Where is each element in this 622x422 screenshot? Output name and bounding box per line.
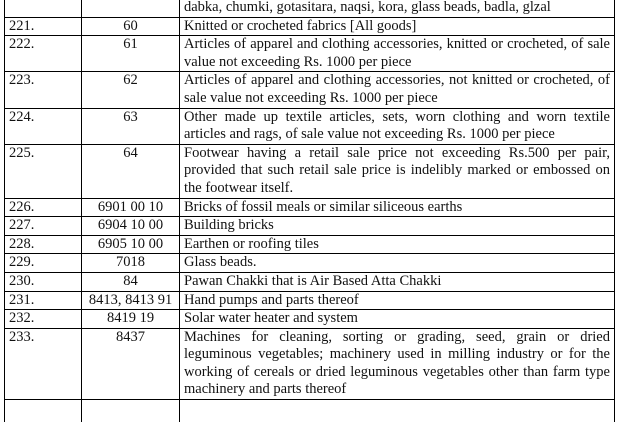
code-cell xyxy=(82,400,180,422)
table-row xyxy=(5,235,615,254)
code-cell: 61 xyxy=(82,36,180,72)
code-cell: 8419 19 xyxy=(82,310,180,329)
table-row xyxy=(5,328,615,399)
serial-number-cell: 230. xyxy=(5,272,82,291)
table-row xyxy=(5,108,615,144)
code-cell xyxy=(82,0,180,17)
description-cell: Footwear having a retail sale price not exceeding Rs.500 per pair, provided that such retail sale price is indelibly marked or embossed on the footwear itself. xyxy=(180,144,615,198)
serial-number-cell: 225. xyxy=(5,144,82,198)
serial-number-cell: 226. xyxy=(5,198,82,217)
serial-number-cell: 221. xyxy=(5,17,82,36)
description-cell: Glass beads. xyxy=(180,254,615,273)
serial-number-cell xyxy=(5,400,82,422)
serial-number-cell: 232. xyxy=(5,310,82,329)
table-row xyxy=(5,144,615,198)
serial-number-cell xyxy=(5,0,82,17)
tariff-table-body xyxy=(5,0,615,422)
table-row xyxy=(5,36,615,72)
code-cell: 62 xyxy=(82,72,180,108)
description-cell: Other made up textile articles, sets, worn clothing and worn textile articles and rags, of sale value not exceeding Rs. 1000 per piece xyxy=(180,108,615,144)
description-cell: Earthen or roofing tiles xyxy=(180,235,615,254)
serial-number-cell: 222. xyxy=(5,36,82,72)
code-cell: 6901 00 10 xyxy=(82,198,180,217)
table-row xyxy=(5,17,615,36)
description-cell: Building bricks xyxy=(180,217,615,236)
serial-number-cell: 231. xyxy=(5,291,82,310)
table-row xyxy=(5,272,615,291)
table-row xyxy=(5,72,615,108)
description-cell: Machines for cleaning, sorting or grading, seed, grain or dried leguminous vegetables; machinery used in milling industry or for the working of cereals or dried leguminous vegetables other than farm type machinery and parts thereof xyxy=(180,328,615,399)
code-cell: 60 xyxy=(82,17,180,36)
table-row xyxy=(5,217,615,236)
serial-number-cell: 223. xyxy=(5,72,82,108)
table-row xyxy=(5,291,615,310)
description-cell: Hand pumps and parts thereof xyxy=(180,291,615,310)
serial-number-cell: 228. xyxy=(5,235,82,254)
table-row-continuation xyxy=(5,400,615,422)
description-cell: Bricks of fossil meals or similar siliceous earths xyxy=(180,198,615,217)
code-cell: 64 xyxy=(82,144,180,198)
serial-number-cell: 224. xyxy=(5,108,82,144)
serial-number-cell: 233. xyxy=(5,328,82,399)
description-cell: dabka, chumki, gotasitara, naqsi, kora, glass beads, badla, glzal xyxy=(180,0,615,17)
description-cell xyxy=(180,400,615,422)
code-cell: 63 xyxy=(82,108,180,144)
serial-number-cell: 227. xyxy=(5,217,82,236)
tariff-table xyxy=(4,0,615,422)
description-cell: Solar water heater and system xyxy=(180,310,615,329)
code-cell: 8437 xyxy=(82,328,180,399)
code-cell: 7018 xyxy=(82,254,180,273)
table-row xyxy=(5,198,615,217)
serial-number-cell: 229. xyxy=(5,254,82,273)
description-cell: Knitted or crocheted fabrics [All goods] xyxy=(180,17,615,36)
code-cell: 6904 10 00 xyxy=(82,217,180,236)
code-cell: 8413, 8413 91 xyxy=(82,291,180,310)
code-cell: 84 xyxy=(82,272,180,291)
code-cell: 6905 10 00 xyxy=(82,235,180,254)
description-cell: Articles of apparel and clothing accessories, knitted or crocheted, of sale value not exceeding Rs. 1000 per piece xyxy=(180,36,615,72)
table-row xyxy=(5,310,615,329)
table-row-continued xyxy=(5,0,615,17)
table-row xyxy=(5,254,615,273)
description-cell: Pawan Chakki that is Air Based Atta Chakki xyxy=(180,272,615,291)
description-cell: Articles of apparel and clothing accessories, not knitted or crocheted, of sale value not exceeding Rs. 1000 per piece xyxy=(180,72,615,108)
